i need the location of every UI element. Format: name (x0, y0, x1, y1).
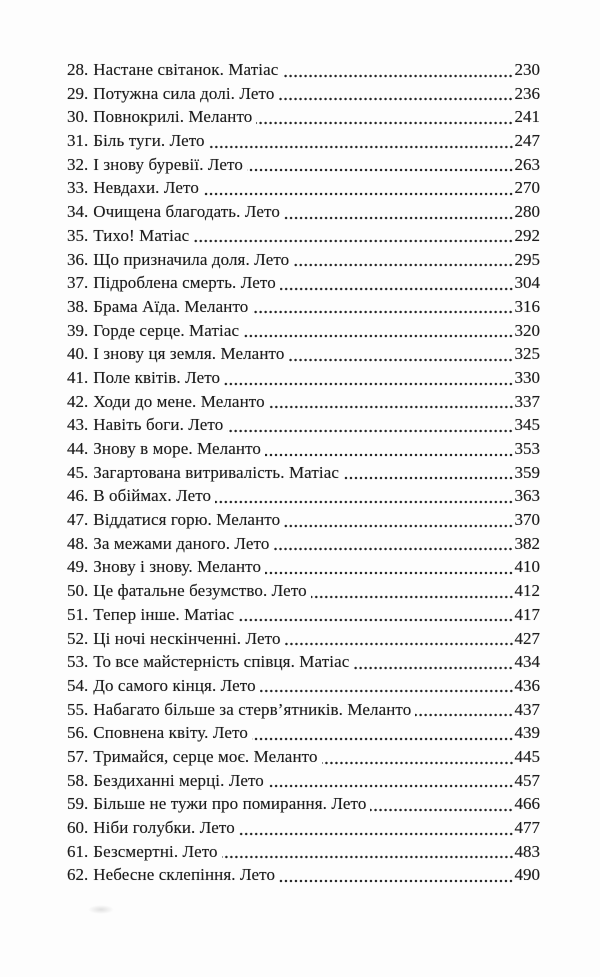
toc-entry-page-number: 466 (514, 794, 540, 814)
dot-leader (193, 224, 513, 248)
toc-entry-title: Навіть боги. Лето (93, 415, 224, 435)
dot-leader (370, 792, 513, 816)
toc-entry-page-number: 316 (514, 296, 540, 316)
toc-entry-number: 39. (67, 320, 89, 340)
toc-entry-page-number: 359 (514, 462, 540, 482)
toc-entry-number: 58. (67, 770, 89, 790)
toc-entry-number: 32. (67, 154, 89, 174)
toc-entry-title: Ходи до мене. Меланто (93, 391, 265, 411)
toc-entry-row (67, 319, 540, 343)
toc-entry-page-number: 434 (514, 652, 540, 672)
toc-entry-page-number: 417 (514, 604, 540, 624)
dot-leader (224, 366, 513, 390)
toc-entry-row (67, 153, 540, 177)
toc-entry-page-number: 370 (514, 510, 540, 530)
toc-entry-title: Набагато більше за стерв’ятників. Меланто (93, 699, 412, 719)
dot-leader (239, 816, 514, 840)
toc-entry-row (67, 674, 540, 698)
toc-entry-page-number: 437 (514, 699, 540, 719)
toc-entry-title: Потужна сила долі. Лето (93, 83, 275, 103)
toc-entry-title: Настане світанок. Матіас (93, 60, 279, 79)
toc-entry-row (67, 176, 540, 200)
toc-entry-page-number: 427 (514, 628, 540, 648)
dot-leader (282, 58, 513, 82)
toc-entry-number: 49. (67, 557, 89, 577)
dot-leader (415, 698, 513, 722)
dot-leader (293, 248, 513, 272)
toc-entry-row (67, 484, 540, 508)
toc-entry-page-number: 330 (514, 367, 540, 387)
toc-entry-row (67, 390, 540, 414)
toc-entry-row (67, 863, 540, 887)
dot-leader (215, 484, 513, 508)
toc-entry-page-number: 382 (514, 533, 540, 553)
toc-entry-number: 41. (67, 367, 89, 387)
toc-entry-row (67, 105, 540, 129)
toc-entry-number: 51. (67, 604, 89, 624)
toc-entry-number: 44. (67, 439, 89, 458)
toc-entry-row (67, 816, 540, 840)
toc-entry-row (67, 650, 540, 674)
toc-entry-row (67, 58, 540, 82)
toc-entry-row (67, 745, 540, 769)
toc-entry-number: 42. (67, 391, 89, 411)
toc-entry-row (67, 698, 540, 722)
toc-entry-number: 61. (67, 841, 89, 861)
toc-entry-number: 60. (67, 818, 89, 837)
toc-entry-title: Що призначила доля. Лето (93, 249, 290, 269)
toc-entry-row (67, 721, 540, 745)
toc-entry-title: Невдахи. Лето (93, 178, 199, 198)
toc-entry-number: 35. (67, 225, 89, 245)
toc-entry-page-number: 263 (514, 154, 540, 174)
toc-entry-number: 56. (67, 723, 89, 743)
toc-entry-title: Більше не тужи про помирання. Лето (93, 794, 367, 814)
toc-entry-page-number: 412 (514, 581, 540, 601)
toc-entry-page-number: 292 (514, 225, 540, 245)
toc-entry-number: 50. (67, 581, 89, 601)
toc-entry-page-number: 483 (514, 841, 540, 861)
toc-entry-title: Очищена благодать. Лето (93, 202, 280, 222)
toc-entry-row (67, 769, 540, 793)
toc-entry-page-number: 477 (514, 818, 540, 837)
toc-entry-row (67, 840, 540, 864)
dot-leader (209, 129, 514, 153)
toc-entry-number: 38. (67, 296, 89, 316)
toc-entry-number: 40. (67, 344, 89, 364)
dot-leader (247, 153, 514, 177)
toc-entry-title: Безсмертні. Лето (93, 841, 218, 861)
dot-leader (353, 650, 513, 674)
toc-entry-title: Бездиханні мерці. Лето (93, 770, 264, 790)
toc-entry-page-number: 439 (514, 723, 540, 743)
dot-leader (243, 319, 513, 343)
toc-entry-page-number: 436 (514, 675, 540, 695)
toc-entry-title: Біль туги. Лето (93, 131, 205, 151)
toc-entry-row (67, 792, 540, 816)
toc-entry-row (67, 508, 540, 532)
toc-entry-row (67, 129, 540, 153)
toc-entry-row (67, 579, 540, 603)
toc-entry-row (67, 271, 540, 295)
dot-leader (273, 532, 513, 556)
toc-entry-row (67, 413, 540, 437)
toc-entry-page-number: 270 (514, 178, 540, 198)
toc-entry-title: Брама Аїда. Меланто (93, 296, 249, 316)
toc-entry-number: 57. (67, 746, 89, 766)
dot-leader (278, 82, 513, 106)
dot-leader (268, 769, 514, 793)
dot-leader (322, 745, 514, 769)
toc-entry-number: 28. (67, 60, 89, 79)
toc-entry-title: Горде серце. Матіас (93, 320, 240, 340)
toc-entry-page-number: 230 (514, 60, 540, 79)
toc-entry-number: 30. (67, 107, 89, 127)
toc-entry-page-number: 325 (514, 344, 540, 364)
dot-leader (280, 271, 514, 295)
toc-entry-row (67, 555, 540, 579)
dot-leader (260, 674, 514, 698)
toc-entry-page-number: 353 (514, 439, 540, 458)
dot-leader (311, 579, 514, 603)
dot-leader (288, 342, 513, 366)
toc-entry-page-number: 457 (514, 770, 540, 790)
toc-entry-number: 54. (67, 675, 89, 695)
toc-entry-title: Повнокрилі. Меланто (93, 107, 253, 127)
dot-leader (265, 437, 513, 461)
toc-entry-page-number: 280 (514, 202, 540, 222)
toc-entry-number: 45. (67, 462, 89, 482)
toc-entry-page-number: 337 (514, 391, 540, 411)
dot-leader (269, 390, 514, 414)
toc-entry-title: То все майстерність співця. Матіас (93, 652, 350, 672)
toc-entry-page-number: 445 (514, 746, 540, 766)
toc-entry-page-number: 304 (514, 273, 540, 293)
dot-leader (284, 200, 514, 224)
toc-entry-title: Поле квітів. Лето (93, 367, 221, 387)
toc-entry-title: За межами даного. Лето (93, 533, 270, 553)
scan-smudge-artifact (88, 905, 114, 914)
toc-entry-row (67, 248, 540, 272)
toc-entry-title: І знову буревії. Лето (93, 154, 243, 174)
toc-entry-page-number: 236 (514, 83, 540, 103)
toc-entry-title: Ніби голубки. Лето (93, 818, 235, 837)
toc-entry-page-number: 247 (514, 131, 540, 151)
toc-entry-number: 43. (67, 415, 89, 435)
toc-entry-row (67, 200, 540, 224)
dot-leader (203, 176, 514, 200)
toc-entry-number: 31. (67, 131, 89, 151)
toc-entry-title: Тихо! Матіас (93, 225, 190, 245)
toc-entry-page-number: 410 (514, 557, 540, 577)
toc-entry-row (67, 627, 540, 651)
toc-entry-title: Ці ночі нескінченні. Лето (93, 628, 281, 648)
dot-leader (252, 721, 514, 745)
toc-entry-number: 33. (67, 178, 89, 198)
toc-entry-title: До самого кінця. Лето (93, 675, 256, 695)
toc-entry-row (67, 82, 540, 106)
toc-entry-number: 37. (67, 273, 89, 293)
toc-entry-title: Небесне склепіння. Лето (93, 865, 276, 885)
dot-leader (343, 461, 513, 485)
dot-leader (279, 863, 513, 887)
toc-entry-number: 47. (67, 510, 89, 530)
toc-entry-number: 48. (67, 533, 89, 553)
toc-entry-number: 62. (67, 865, 89, 885)
toc-entry-title: Сповнена квіту. Лето (93, 723, 248, 743)
toc-entry-row (67, 366, 540, 390)
toc-entry-page-number: 295 (514, 249, 540, 269)
toc-entry-title: Знову в море. Меланто (93, 439, 262, 458)
toc-entry-title: Тримайся, серце моє. Меланто (93, 746, 318, 766)
dot-leader (285, 627, 514, 651)
toc-entry-title: Віддатися горю. Меланто (93, 510, 281, 530)
toc-entry-number: 29. (67, 83, 89, 103)
toc-entry-number: 55. (67, 699, 89, 719)
toc-entry-number: 46. (67, 486, 89, 506)
toc-entry-row (67, 224, 540, 248)
toc-entry-row (67, 295, 540, 319)
dot-leader (238, 603, 513, 627)
dot-leader (256, 105, 513, 129)
toc-entry-title: Тепер інше. Матіас (93, 604, 235, 624)
dot-leader (222, 840, 514, 864)
toc-entry-row (67, 461, 540, 485)
toc-entry-number: 36. (67, 249, 89, 269)
toc-entry-row (67, 603, 540, 627)
dot-leader (252, 295, 513, 319)
toc-entry-page-number: 241 (514, 107, 540, 127)
dot-leader (284, 508, 513, 532)
dot-leader (227, 413, 513, 437)
toc-entry-row (67, 532, 540, 556)
toc-entry-page-number: 363 (514, 486, 540, 506)
toc-entry-page-number: 320 (514, 320, 540, 340)
toc-entry-number: 52. (67, 628, 89, 648)
toc-entry-page-number: 345 (514, 415, 540, 435)
toc-entry-title: Знову і знову. Меланто (93, 557, 262, 577)
toc-entry-number: 59. (67, 794, 89, 814)
dot-leader (265, 555, 513, 579)
toc-entry-title: В обіймах. Лето (93, 486, 212, 506)
toc-entry-number: 53. (67, 652, 89, 672)
toc-entry-number: 34. (67, 202, 89, 222)
toc-entry-title: І знову ця земля. Меланто (93, 344, 285, 364)
toc-entry-title: Загартована витривалість. Матіас (93, 462, 340, 482)
toc-entry-row (67, 437, 540, 461)
toc-entry-page-number: 490 (514, 865, 540, 885)
toc-list (67, 58, 540, 887)
toc-entry-row (67, 342, 540, 366)
toc-entry-title: Це фатальне безумство. Лето (93, 581, 307, 601)
toc-entry-title: Підроблена смерть. Лето (93, 273, 276, 293)
